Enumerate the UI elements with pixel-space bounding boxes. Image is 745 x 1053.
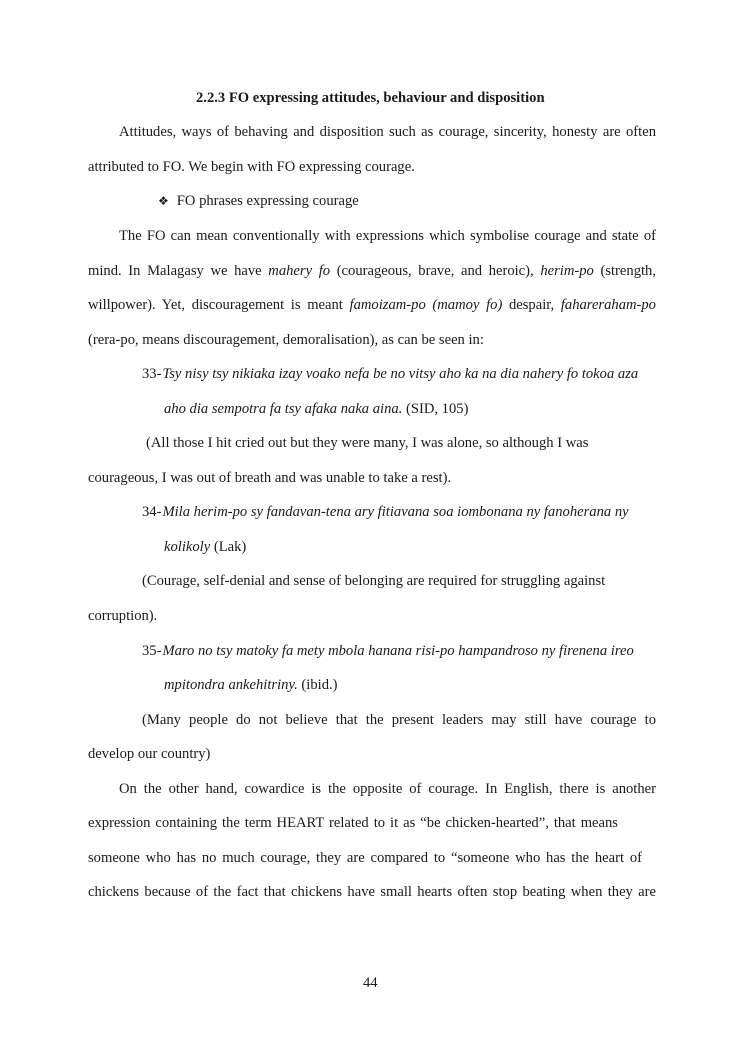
example-34-line-2 xyxy=(164,538,246,556)
example-number: 33- xyxy=(142,366,162,382)
example-33-translation-1: (All those I hit cried out but they were many, I was alone, so although I was xyxy=(146,435,589,451)
example-text: kolikoly xyxy=(164,539,211,555)
text-run: (strength, xyxy=(593,263,656,279)
example-34-translation-1: (Courage, self-denial and sense of belonging are required for struggling against xyxy=(142,573,606,589)
example-number: 35- xyxy=(142,643,162,659)
example-33-line-1 xyxy=(142,365,638,383)
example-text: mpitondra ankehitriny. xyxy=(164,677,298,693)
example-text: Mila herim-po sy fandavan-tena ary fitiavana soa iombonana ny fanoherana ny xyxy=(162,504,629,520)
example-35-translation-1: (Many people do not believe that the present leaders may still have courage to xyxy=(142,712,656,728)
bullet-text: FO phrases expressing courage xyxy=(176,193,359,209)
para1-line-1: The FO can mean conventionally with expressions which symbolise courage and state of xyxy=(119,228,656,244)
malagasy-term: fahareraham-po xyxy=(560,297,656,313)
text-run: mind. In Malagasy we have xyxy=(88,263,269,279)
intro-line-2: attributed to FO. We begin with FO expressing courage. xyxy=(88,159,415,175)
para1-line-3 xyxy=(88,296,656,314)
example-33-line-2 xyxy=(164,400,468,418)
text-run: (courageous, brave, and heroic), xyxy=(330,263,541,279)
page-number: 44 xyxy=(363,975,378,991)
example-source: (Lak) xyxy=(210,539,247,555)
example-33-translation-2: courageous, I was out of breath and was unable to take a rest). xyxy=(88,470,452,486)
example-number: 34- xyxy=(142,504,162,520)
malagasy-term: herim-po xyxy=(540,263,594,279)
example-text: Tsy nisy tsy nikiaka izay voako nefa be no vitsy aho ka na dia nahery fo tokoa aza xyxy=(162,366,639,382)
para1-line-2 xyxy=(88,262,656,280)
diamond-bullet-icon: ❖ xyxy=(158,194,169,208)
example-text: Maro no tsy matoky fa mety mbola hanana risi-po hampandroso ny firenena ireo xyxy=(162,643,634,659)
para2-line-4: chickens because of the fact that chickens have small hearts often stop beating when they are xyxy=(88,884,656,900)
text-run: willpower). Yet, discouragement is meant xyxy=(88,297,350,313)
example-35-line-1 xyxy=(142,642,634,660)
example-source: (ibid.) xyxy=(297,677,338,693)
para2-line-3: someone who has no much courage, they are compared to “someone who has the heart of xyxy=(88,850,642,866)
example-text: aho dia sempotra fa tsy afaka naka aina. xyxy=(164,401,403,417)
malagasy-term: mahery fo xyxy=(268,263,331,279)
example-35-line-2 xyxy=(164,676,338,694)
malagasy-term: famoizam-po (mamoy fo) xyxy=(349,297,503,313)
intro-line-1: Attitudes, ways of behaving and disposition such as courage, sincerity, honesty are often xyxy=(119,124,656,140)
text-run: despair, xyxy=(502,297,561,313)
para2-line-2: expression containing the term HEART related to it as “be chicken-hearted”, that means xyxy=(88,815,618,831)
para1-line-4: (rera-po, means discouragement, demoralisation), as can be seen in: xyxy=(88,332,484,348)
section-heading: 2.2.3 FO expressing attitudes, behaviour and disposition xyxy=(196,90,545,106)
para2-line-1: On the other hand, cowardice is the opposite of courage. In English, there is another xyxy=(119,781,656,797)
example-34-translation-2: corruption). xyxy=(88,608,158,624)
example-35-translation-2: develop our country) xyxy=(88,746,211,762)
example-source: (SID, 105) xyxy=(402,401,469,417)
bullet-item xyxy=(158,192,359,210)
example-34-line-1 xyxy=(142,503,629,521)
